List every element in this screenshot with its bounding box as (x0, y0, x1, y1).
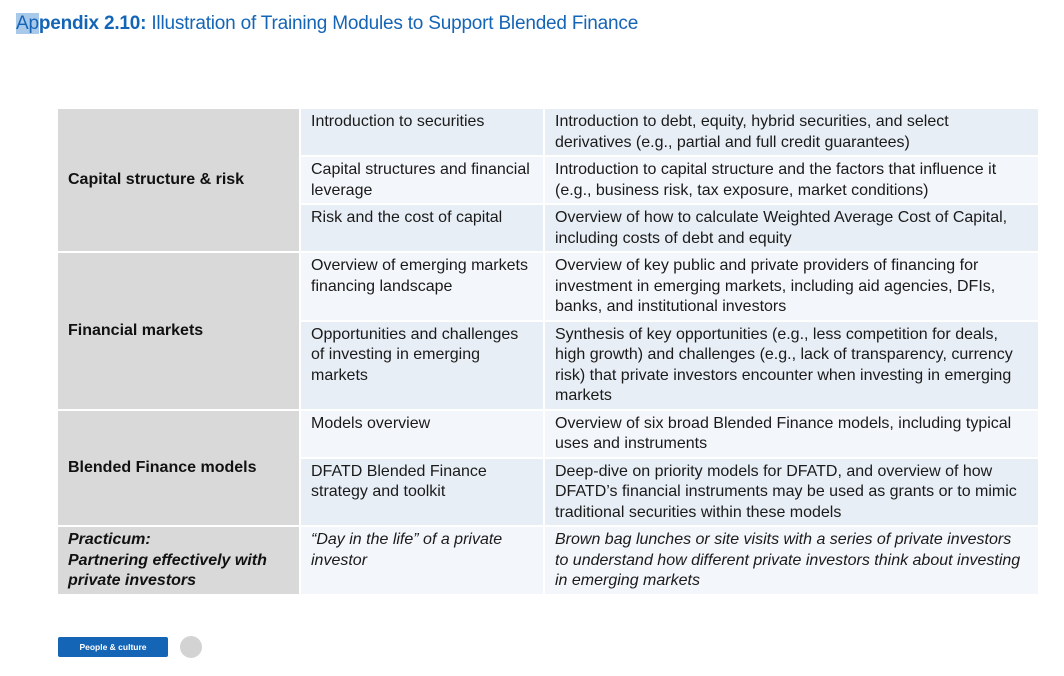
description-cell: Introduction to capital structure and the factors that influence it (e.g., business risk, tax exposure, market conditions) (544, 156, 1038, 204)
module-cell: Capital structures and financial leverage (300, 156, 544, 204)
training-modules-table (58, 109, 1038, 596)
table-row (58, 109, 1038, 156)
module-cell: Opportunities and challenges of investing in emerging markets (300, 321, 544, 410)
people-culture-badge[interactable]: People & culture (58, 637, 168, 657)
table-row (58, 526, 1038, 595)
description-cell: Overview of key public and private providers of financing for investment in emerging markets, including aid agencies, DFIs, banks, and institutional investors (544, 252, 1038, 321)
nav-dot[interactable] (180, 636, 202, 658)
description-cell: Overview of how to calculate Weighted Average Cost of Capital, including costs of debt and equity (544, 204, 1038, 252)
page-title (16, 13, 638, 35)
description-cell: Deep-dive on priority models for DFATD, and overview of how DFATD’s financial instruments may be used as grants or to mimic traditional securities within these models (544, 458, 1038, 527)
module-cell: Introduction to securities (300, 109, 544, 156)
title-highlight: Ap (16, 13, 39, 34)
description-cell: Brown bag lunches or site visits with a series of private investors to understand how different private investors think about investing in emerging markets (544, 526, 1038, 595)
category-cell: Financial markets (58, 252, 300, 410)
module-cell: Overview of emerging markets financing landscape (300, 252, 544, 321)
module-cell: Risk and the cost of capital (300, 204, 544, 252)
title-label: pendix 2.10: (38, 13, 147, 34)
module-cell: DFATD Blended Finance strategy and toolkit (300, 458, 544, 527)
description-cell: Introduction to debt, equity, hybrid securities, and select derivatives (e.g., partial and full credit guarantees) (544, 109, 1038, 156)
category-line: Practicum: (68, 531, 151, 548)
description-cell: Synthesis of key opportunities (e.g., less competition for deals, high growth) and challenges (e.g., lack of transparency, currency risk) that private investors encounter when investing in emerging markets (544, 321, 1038, 410)
table-row (58, 252, 1038, 321)
category-line: Partnering effectively with private investors (68, 551, 267, 589)
table-row (58, 410, 1038, 458)
module-cell: Models overview (300, 410, 544, 458)
category-cell: Capital structure & risk (58, 109, 300, 252)
title-text: Illustration of Training Modules to Support Blended Finance (146, 13, 639, 34)
category-cell: Blended Finance models (58, 410, 300, 527)
category-cell (58, 526, 300, 595)
module-cell: “Day in the life” of a private investor (300, 526, 544, 595)
description-cell: Overview of six broad Blended Finance models, including typical uses and instruments (544, 410, 1038, 458)
